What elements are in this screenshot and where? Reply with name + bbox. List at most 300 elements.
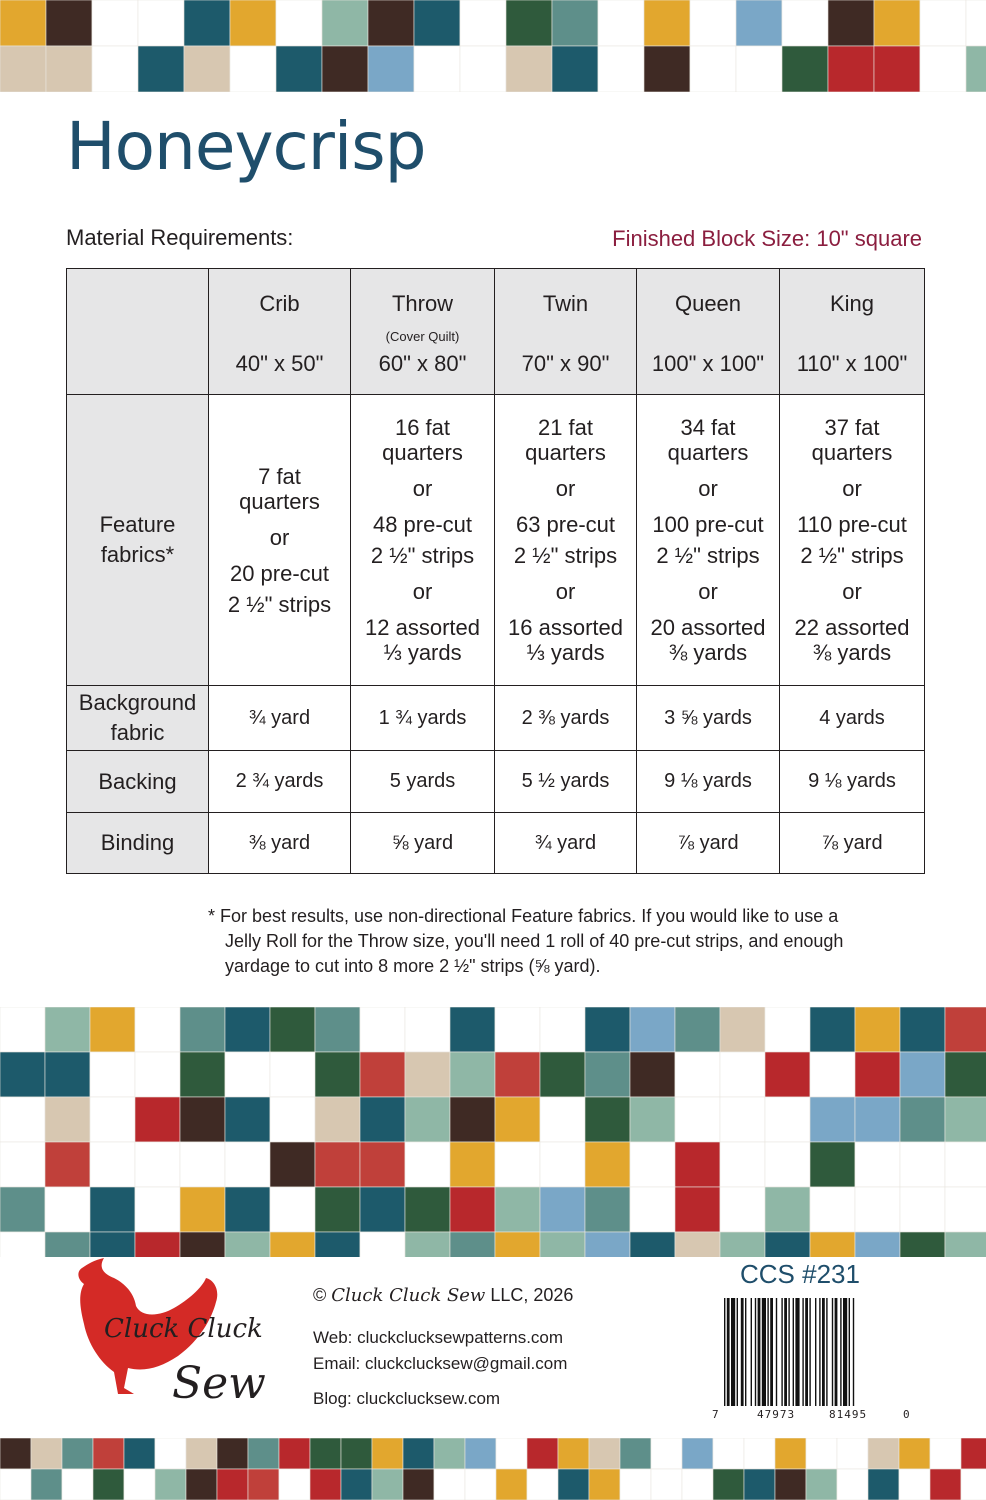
- quilt-patch: [0, 1469, 31, 1500]
- quilt-patch: [92, 0, 138, 46]
- feature-cell-throw: [351, 395, 495, 686]
- quilt-patch: [0, 1052, 45, 1097]
- barcode-bar: [843, 1298, 847, 1406]
- quilt-patch: [45, 1232, 90, 1257]
- quilt-patch: [225, 1232, 270, 1257]
- fat-quarter-line: 34 fat: [680, 415, 736, 440]
- quilt-patch: [713, 1469, 744, 1500]
- column-note: [495, 327, 636, 347]
- fat-quarter-line: quarters: [667, 440, 749, 465]
- quilt-patch: [465, 1469, 496, 1500]
- column-name: Twin: [542, 290, 589, 316]
- table-cell: ¾ yard: [209, 686, 351, 751]
- quilt-patch: [92, 46, 138, 92]
- quilt-patch: [90, 1232, 135, 1257]
- quilt-patch: [630, 1052, 675, 1097]
- quilt-patch: [720, 1007, 765, 1052]
- barcode-bar: [849, 1298, 850, 1406]
- assorted-line: ⅓ yards: [526, 640, 605, 665]
- quilt-patch: [0, 0, 46, 46]
- table-row-binding: [67, 813, 925, 874]
- quilt-patch: [736, 46, 782, 92]
- quilt-patch: [225, 1052, 270, 1097]
- quilt-patch: [920, 46, 966, 92]
- logo-text-cluck: Cluck Cluck: [104, 1314, 263, 1344]
- cluck-cluck-sew-logo: [74, 1258, 294, 1428]
- quilt-patch: [495, 1007, 540, 1052]
- quilt-patch: [403, 1469, 434, 1500]
- quilt-patch: [540, 1097, 585, 1142]
- quilt-patch: [450, 1052, 495, 1097]
- row-label-line: Feature: [99, 512, 176, 537]
- quilt-patch: [360, 1142, 405, 1187]
- barcode-bar: [770, 1298, 773, 1406]
- material-requirements-table: [66, 268, 925, 874]
- quilt-patch: [961, 1438, 986, 1469]
- quilt-patch: [558, 1438, 589, 1469]
- table-cell: 5 yards: [351, 751, 495, 813]
- web-link[interactable]: Web: cluckclucksewpatterns.com: [313, 1328, 564, 1347]
- quilt-patch: [682, 1438, 713, 1469]
- quilt-patchwork: [0, 0, 986, 92]
- quilt-patch: [540, 1232, 585, 1257]
- strips-line: 20 pre-cut: [229, 560, 330, 586]
- quilt-patch: [496, 1469, 527, 1500]
- quilt-patch: [230, 46, 276, 92]
- strips-line: 2 ½" strips: [800, 543, 904, 568]
- quilt-patch: [713, 1438, 744, 1469]
- quilt-patch: [93, 1469, 124, 1500]
- assorted-line: 22 assorted: [794, 615, 910, 640]
- barcode-bar: [741, 1298, 744, 1406]
- quilt-patch: [270, 1097, 315, 1142]
- quilt-patch: [276, 0, 322, 46]
- or-text: or: [555, 579, 576, 604]
- quilt-patch: [690, 46, 736, 92]
- quilt-patch: [744, 1469, 775, 1500]
- or-text: or: [412, 579, 433, 604]
- column-note: [780, 327, 924, 347]
- quilt-patch: [310, 1438, 341, 1469]
- brand-name: Cluck Cluck Sew: [331, 1285, 486, 1306]
- quilt-patch: [837, 1438, 868, 1469]
- quilt-patch: [341, 1438, 372, 1469]
- quilt-patch: [372, 1469, 403, 1500]
- quilt-patch: [279, 1469, 310, 1500]
- column-name: Queen: [674, 290, 742, 316]
- assorted-line: 16 assorted: [508, 615, 623, 640]
- quilt-patch: [90, 1142, 135, 1187]
- quilt-patch: [322, 46, 368, 92]
- quilt-patch: [644, 46, 690, 92]
- quilt-patch: [775, 1469, 806, 1500]
- quilt-patch: [945, 1097, 986, 1142]
- feature-cell-queen: [637, 395, 780, 686]
- table-cell: ⅞ yard: [637, 813, 780, 874]
- barcode-bar: [731, 1298, 735, 1406]
- quilt-patch: [315, 1142, 360, 1187]
- quilt-patch: [434, 1469, 465, 1500]
- quilt-patch: [810, 1142, 855, 1187]
- table-cell: ⅝ yard: [351, 813, 495, 874]
- quilt-patch: [315, 1187, 360, 1232]
- table-cell: 9 ⅛ yards: [637, 751, 780, 813]
- strips-line: 2 ½" strips: [370, 543, 475, 568]
- quilt-patch: [315, 1052, 360, 1097]
- quilt-patch: [720, 1142, 765, 1187]
- quilt-patch: [225, 1007, 270, 1052]
- quilt-patch: [810, 1187, 855, 1232]
- quilt-patch: [460, 0, 506, 46]
- quilt-patch: [372, 1438, 403, 1469]
- email-link[interactable]: Email: cluckclucksew@gmail.com: [313, 1354, 568, 1373]
- quilt-patch: [540, 1052, 585, 1097]
- quilt-patch: [630, 1232, 675, 1257]
- quilt-patch: [186, 1438, 217, 1469]
- quilt-patch: [899, 1438, 930, 1469]
- or-text: or: [698, 476, 718, 501]
- barcode-digit-group: 47973: [757, 1408, 796, 1421]
- table-cell: ¾ yard: [495, 813, 637, 874]
- column-header-queen: [637, 269, 780, 395]
- fat-quarter-line: quarters: [811, 440, 893, 465]
- quilt-patch: [874, 0, 920, 46]
- quilt-patch: [279, 1438, 310, 1469]
- column-size: 100" x 100": [651, 350, 765, 376]
- table-cell: 2 ⅜ yards: [495, 686, 637, 751]
- quilt-patch: [495, 1052, 540, 1097]
- quilt-patchwork: [0, 1007, 986, 1257]
- blog-link[interactable]: Blog: cluckclucksew.com: [313, 1389, 501, 1408]
- quilt-patch: [527, 1469, 558, 1500]
- column-header-throw: [351, 269, 495, 395]
- quilt-patch: [135, 1232, 180, 1257]
- quilt-patch: [270, 1007, 315, 1052]
- quilt-patch: [495, 1232, 540, 1257]
- fat-quarter-line: 7 fat: [258, 463, 301, 489]
- barcode-bar: [805, 1298, 808, 1406]
- barcode-bar: [822, 1298, 825, 1406]
- fat-quarter-line: quarters: [382, 440, 463, 465]
- barcode-bar: [815, 1298, 816, 1406]
- quilt-patch: [341, 1469, 372, 1500]
- fat-quarter-line: 21 fat: [537, 415, 594, 440]
- quilt-patch: [180, 1007, 225, 1052]
- strips-line: 100 pre-cut: [652, 512, 764, 537]
- barcode-icon: [718, 1294, 916, 1429]
- quilt-patch: [765, 1097, 810, 1142]
- quilt-patch: [920, 0, 966, 46]
- quilt-patch: [45, 1142, 90, 1187]
- quilt-patch: [506, 0, 552, 46]
- copyright-line: [313, 1285, 573, 1306]
- fat-quarter-line: 37 fat: [824, 415, 880, 440]
- finished-block-size: Finished Block Size: 10" square: [612, 226, 922, 251]
- quilt-patch: [855, 1232, 900, 1257]
- column-name: King: [829, 290, 875, 316]
- quilt-patch: [315, 1232, 360, 1257]
- quilt-patch: [828, 0, 874, 46]
- quilt-patch: [217, 1469, 248, 1500]
- quilt-patch: [124, 1438, 155, 1469]
- barcode-bar: [819, 1298, 820, 1406]
- quilt-patch: [46, 46, 92, 92]
- quilt-patch: [270, 1232, 315, 1257]
- quilt-patch: [782, 0, 828, 46]
- quilt-patch: [180, 1187, 225, 1232]
- quilt-patch: [124, 1469, 155, 1500]
- assorted-line: ⅜ yards: [812, 640, 892, 665]
- barcode-bar: [832, 1298, 833, 1406]
- quilt-patch: [180, 1052, 225, 1097]
- strips-line: 2 ½" strips: [227, 591, 332, 617]
- table-cell: 2 ¾ yards: [209, 751, 351, 813]
- quilt-patch: [180, 1097, 225, 1142]
- quilt-patch: [945, 1232, 986, 1257]
- quilt-patch: [585, 1232, 630, 1257]
- quilt-patch: [276, 46, 322, 92]
- or-text: or: [412, 476, 433, 501]
- quilt-patch: [310, 1469, 341, 1500]
- quilt-patch: [782, 46, 828, 92]
- column-name: Throw: [391, 290, 454, 316]
- quilt-patch: [540, 1007, 585, 1052]
- quilt-patch: [855, 1142, 900, 1187]
- quilt-patch: [558, 1469, 589, 1500]
- quilt-patch: [675, 1142, 720, 1187]
- header-empty-cell: [67, 269, 209, 395]
- quilt-patch: [855, 1187, 900, 1232]
- strips-line: 110 pre-cut: [797, 512, 907, 537]
- quilt-patch: [855, 1097, 900, 1142]
- barcode-bar: [802, 1298, 803, 1406]
- barcode-bar: [776, 1298, 777, 1406]
- barcode-bar: [724, 1298, 725, 1406]
- quilt-patch: [961, 1469, 986, 1500]
- quilt-patch: [630, 1097, 675, 1142]
- quilt-patch: [45, 1052, 90, 1097]
- row-label-line: fabrics*: [100, 542, 175, 567]
- quilt-patch: [434, 1438, 465, 1469]
- or-text: or: [842, 579, 862, 604]
- quilt-patch: [837, 1469, 868, 1500]
- barcode-digit-group: 7: [712, 1408, 719, 1421]
- or-text: or: [842, 476, 862, 501]
- quilt-patch: [675, 1052, 720, 1097]
- quilt-patch: [651, 1438, 682, 1469]
- quilt-patch: [630, 1142, 675, 1187]
- barcode-bar: [793, 1298, 794, 1406]
- quilt-photo-middle: [0, 1007, 986, 1257]
- assorted-line: ⅓ yards: [383, 640, 462, 665]
- quilt-patch: [651, 1469, 682, 1500]
- quilt-patch: [506, 46, 552, 92]
- quilt-patch: [945, 1142, 986, 1187]
- quilt-patch: [589, 1438, 620, 1469]
- quilt-patch: [585, 1187, 630, 1232]
- quilt-patch: [585, 1007, 630, 1052]
- quilt-patch: [806, 1469, 837, 1500]
- quilt-patch: [945, 1187, 986, 1232]
- barcode-bar: [784, 1298, 787, 1406]
- quilt-patch: [495, 1097, 540, 1142]
- quilt-patch: [810, 1052, 855, 1097]
- quilt-patch: [0, 1438, 31, 1469]
- quilt-patch: [180, 1142, 225, 1187]
- quilt-patch: [690, 0, 736, 46]
- barcode-bar: [762, 1298, 766, 1406]
- quilt-patch: [360, 1097, 405, 1142]
- quilt-patch: [31, 1438, 62, 1469]
- assorted-line: 12 assorted: [365, 615, 480, 640]
- quilt-patch: [45, 1007, 90, 1052]
- quilt-patch: [630, 1187, 675, 1232]
- quilt-patch: [720, 1232, 765, 1257]
- quilt-patch: [405, 1007, 450, 1052]
- quilt-patch: [496, 1438, 527, 1469]
- quilt-patch: [45, 1097, 90, 1142]
- quilt-patch: [135, 1187, 180, 1232]
- barcode-bar: [795, 1298, 799, 1406]
- feature-cell-king: [780, 395, 925, 686]
- quilt-patch: [270, 1052, 315, 1097]
- quilt-patchwork: [0, 1438, 986, 1500]
- quilt-patch: [0, 1232, 45, 1257]
- barcode-bar: [788, 1298, 789, 1406]
- table-row-background-fabric: [67, 686, 925, 751]
- column-header-crib: [209, 269, 351, 395]
- quilt-patch: [368, 46, 414, 92]
- quilt-patch: [270, 1187, 315, 1232]
- column-size: 110" x 100": [796, 350, 908, 376]
- quilt-patch: [405, 1097, 450, 1142]
- barcode-bar: [809, 1298, 810, 1406]
- column-note: [209, 327, 350, 347]
- barcode-bar: [745, 1298, 746, 1406]
- quilt-patch: [806, 1438, 837, 1469]
- column-note: (Cover Quilt): [385, 328, 460, 344]
- quilt-patch: [0, 46, 46, 92]
- quilt-patch: [682, 1469, 713, 1500]
- quilt-patch: [31, 1469, 62, 1500]
- logo-text-sew: Sew: [172, 1358, 266, 1409]
- quilt-patch: [184, 0, 230, 46]
- barcode-bar: [835, 1298, 838, 1406]
- footnote-line: * For best results, use non-directional Feature fabrics. If you would like to use a: [208, 906, 839, 926]
- quilt-patch: [368, 0, 414, 46]
- quilt-patch: [527, 1438, 558, 1469]
- quilt-photo-top: [0, 0, 986, 92]
- quilt-patch: [644, 0, 690, 46]
- column-name: Crib: [259, 290, 300, 316]
- quilt-patch: [620, 1469, 651, 1500]
- quilt-patch: [138, 46, 184, 92]
- quilt-patch: [414, 0, 460, 46]
- quilt-patch: [810, 1232, 855, 1257]
- quilt-patch: [720, 1187, 765, 1232]
- footnote: [208, 904, 928, 979]
- table-header-row: [67, 269, 925, 395]
- quilt-patch: [900, 1142, 945, 1187]
- feature-cell-twin: [495, 395, 637, 686]
- quilt-patch: [540, 1142, 585, 1187]
- quilt-patch: [966, 46, 986, 92]
- quilt-patch: [0, 1187, 45, 1232]
- barcode-bar: [767, 1298, 768, 1406]
- quilt-patch: [585, 1142, 630, 1187]
- quilt-patch: [46, 0, 92, 46]
- quilt-patch: [765, 1142, 810, 1187]
- quilt-patch: [155, 1438, 186, 1469]
- quilt-patch: [360, 1232, 405, 1257]
- quilt-patch: [155, 1469, 186, 1500]
- quilt-patch: [135, 1142, 180, 1187]
- quilt-patch: [270, 1142, 315, 1187]
- quilt-patch: [403, 1438, 434, 1469]
- quilt-patch: [405, 1232, 450, 1257]
- quilt-patch: [720, 1052, 765, 1097]
- barcode-bar: [826, 1298, 827, 1406]
- quilt-patch: [225, 1097, 270, 1142]
- quilt-patch: [217, 1438, 248, 1469]
- barcode-bar: [751, 1298, 752, 1406]
- quilt-patch: [90, 1007, 135, 1052]
- barcode-digit-group: 0: [903, 1408, 910, 1421]
- quilt-patch: [405, 1187, 450, 1232]
- quilt-patch: [868, 1469, 899, 1500]
- quilt-patch: [855, 1007, 900, 1052]
- barcode-bar: [840, 1298, 841, 1406]
- quilt-patch: [744, 1438, 775, 1469]
- quilt-patch: [552, 46, 598, 92]
- row-label-backing: Backing: [67, 751, 209, 813]
- column-size: 40" x 50": [235, 350, 324, 376]
- quilt-patch: [900, 1187, 945, 1232]
- quilt-patch: [620, 1438, 651, 1469]
- row-label-line: Background: [78, 690, 197, 715]
- quilt-patch: [675, 1007, 720, 1052]
- quilt-patch: [765, 1232, 810, 1257]
- table-cell: ⅞ yard: [780, 813, 925, 874]
- material-requirements-label: Material Requirements:: [66, 225, 294, 250]
- column-size: 60" x 80": [378, 350, 467, 376]
- table-cell: 9 ⅛ yards: [780, 751, 925, 813]
- quilt-patch: [855, 1052, 900, 1097]
- quilt-patch: [585, 1052, 630, 1097]
- row-label-binding: Binding: [67, 813, 209, 874]
- barcode-bar: [737, 1298, 738, 1406]
- barcode-bar: [758, 1298, 761, 1406]
- barcode-bar: [755, 1298, 756, 1406]
- quilt-patch: [460, 46, 506, 92]
- strips-line: 2 ½" strips: [656, 543, 760, 568]
- quilt-patch: [230, 0, 276, 46]
- barcode-bar: [853, 1298, 854, 1406]
- barcode-bar: [781, 1298, 782, 1406]
- quilt-patch: [93, 1438, 124, 1469]
- quilt-photo-bottom: [0, 1438, 986, 1500]
- quilt-patch: [225, 1142, 270, 1187]
- quilt-patch: [495, 1142, 540, 1187]
- table-cell: ⅜ yard: [209, 813, 351, 874]
- quilt-patch: [0, 1142, 45, 1187]
- quilt-patch: [180, 1232, 225, 1257]
- quilt-patch: [810, 1007, 855, 1052]
- quilt-patch: [360, 1052, 405, 1097]
- barcode-bar: [727, 1298, 730, 1406]
- quilt-patch: [900, 1052, 945, 1097]
- quilt-patch: [765, 1007, 810, 1052]
